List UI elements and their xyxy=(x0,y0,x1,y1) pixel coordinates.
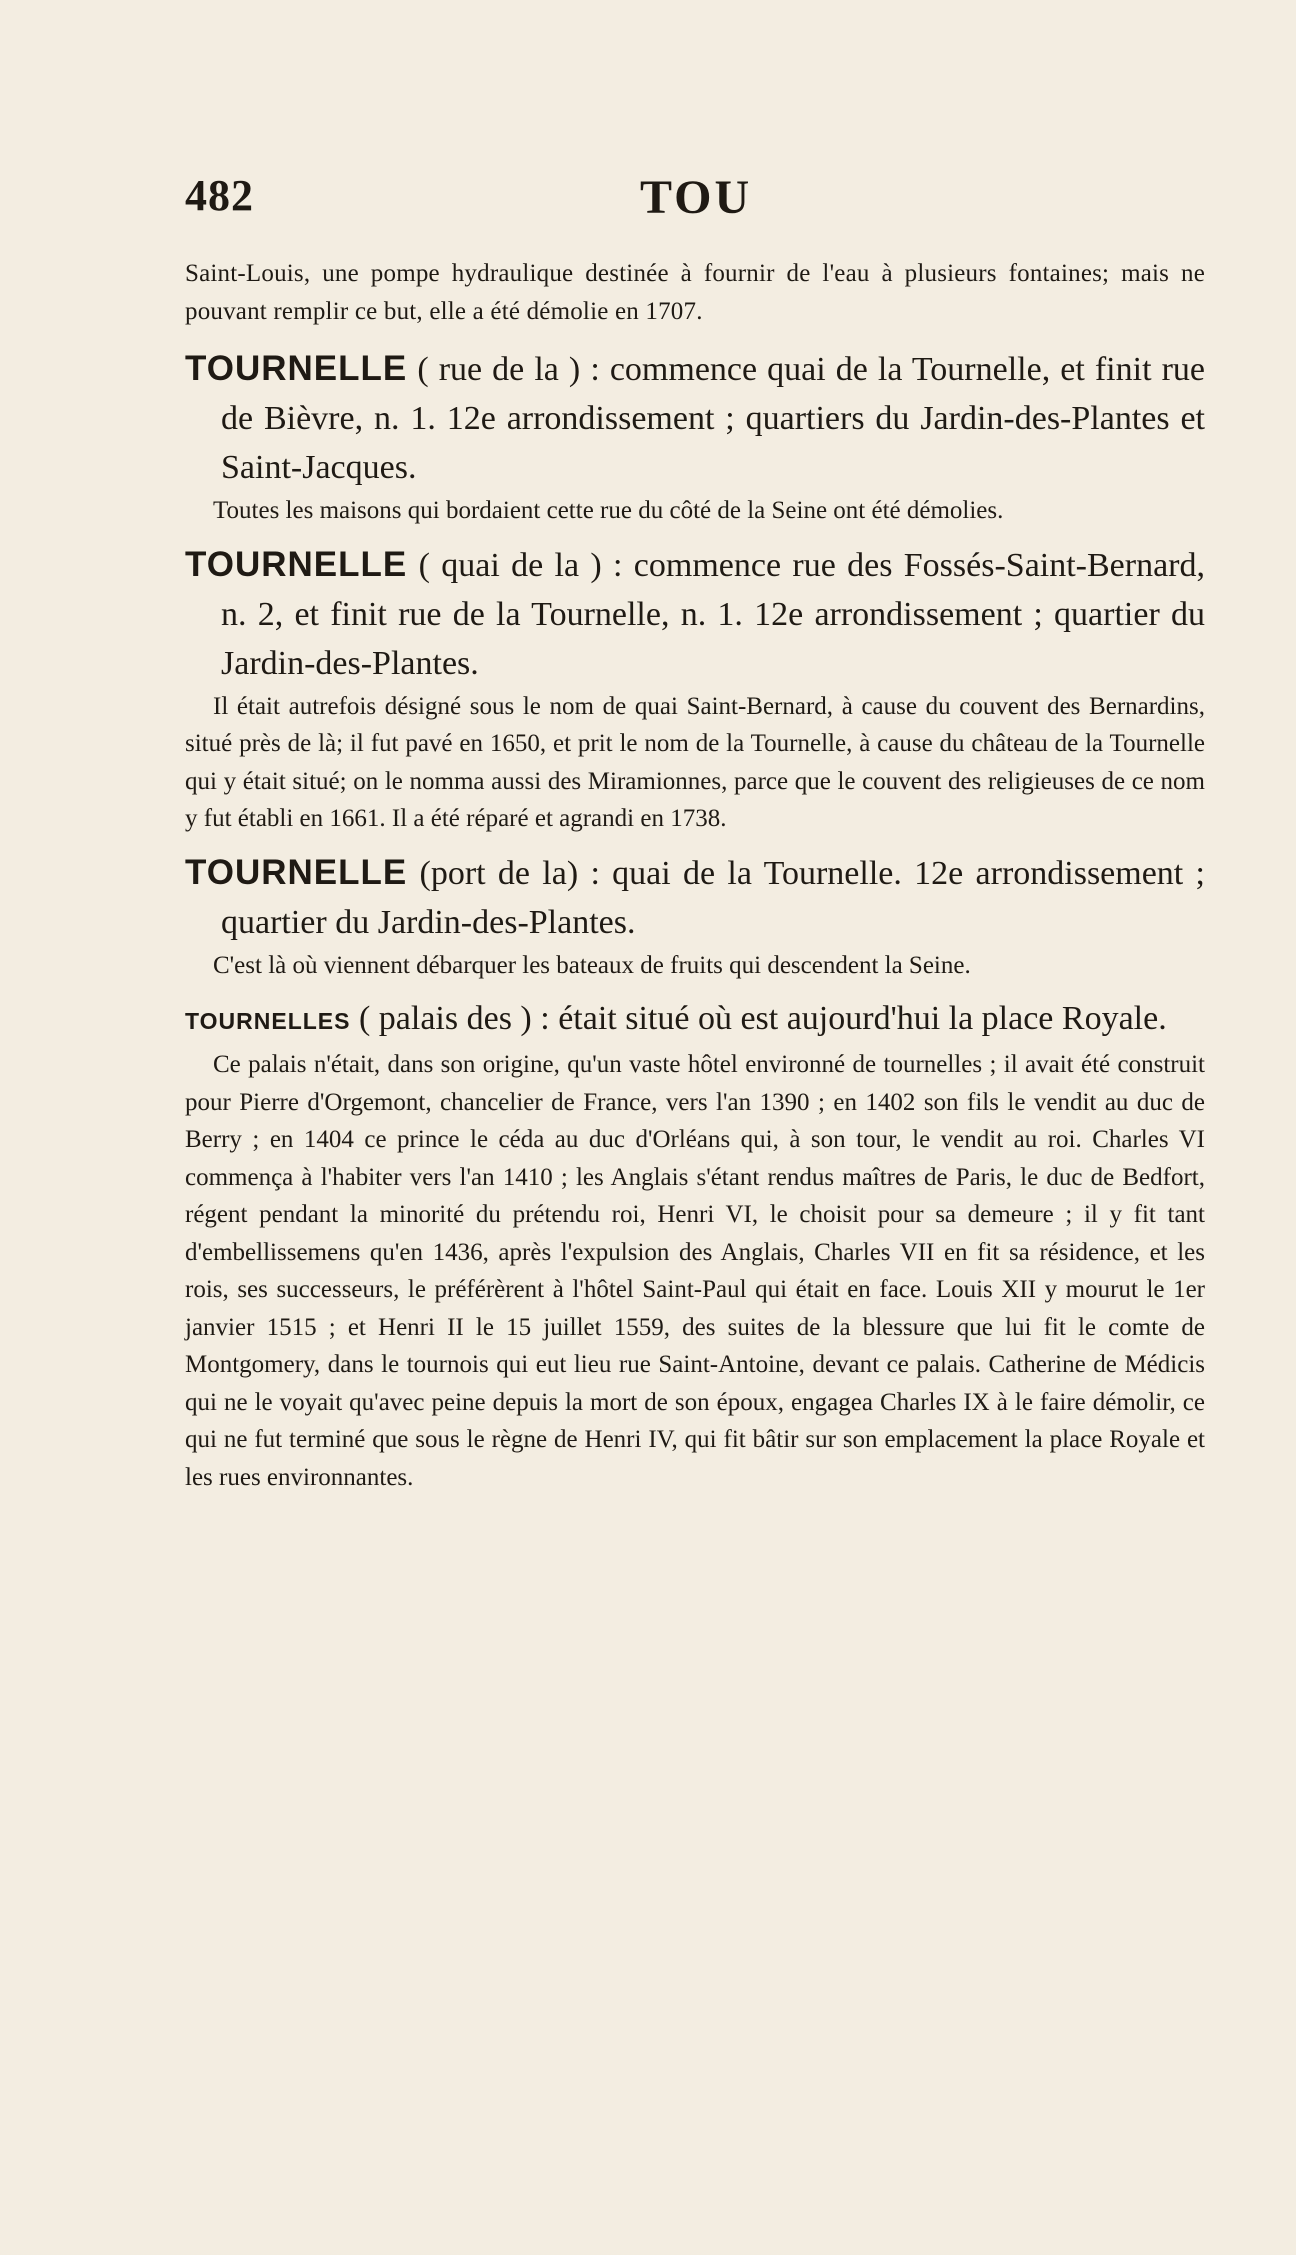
entry-quai-de-la-tournelle xyxy=(185,540,1205,688)
page-content xyxy=(185,255,1205,1496)
entry-heading: TOURNELLES xyxy=(185,1008,351,1034)
page-header xyxy=(185,170,1175,230)
entry-heading: TOURNELLE xyxy=(185,544,408,584)
entry-note: Ce palais n'était, dans son origine, qu'un vaste hôtel environné de tournelles ; il avait été construit pour Pierre d'Orgemont, chancelier de France, vers l'an 1390 ; en 1402 son fils le vendit au duc de Berry ; en 1404 ce prince le céda au duc d'Orléans qui, à son tour, le vendit au roi. Charles VI commença à l'habiter vers l'an 1410 ; les Anglais s'étant rendus maîtres de Paris, le duc de Bedfort, régent pendant la minorité du prétendu roi, Henri VI, le choisit pour sa demeure ; il y fit tant d'embellissemens qu'en 1436, après l'expulsion des Anglais, Charles VII en fit sa résidence, et les rois, ses successeurs, le préférèrent à l'hôtel Saint-Paul qui était en face. Louis XII y mourut le 1er janvier 1515 ; et Henri II le 15 juillet 1559, des suites de la blessure que lui fit le comte de Montgomery, dans le tournois qui eut lieu rue Saint-Antoine, devant ce palais. Catherine de Médicis qui ne le voyait qu'avec peine depuis la mort de son époux, engagea Charles IX à le faire démolir, ce qui ne fut terminé que sous le règne de Henri IV, qui fit bâtir sur son emplacement la place Royale et les rues environnantes. xyxy=(185,1051,1205,1491)
entry-heading: TOURNELLE xyxy=(185,349,408,388)
entry-note: Toutes les maisons qui bordaient cette rue du côté de la Seine ont été démolies. xyxy=(213,497,1004,524)
entry-text: ( palais des ) : était situé où est aujourd'hui la place Royale. xyxy=(350,1000,1167,1037)
entry-text: (port de la) : quai de la Tournelle. 12e arrondissement ; quartier du Jardin-des-Plantes. xyxy=(221,854,1205,941)
entry-heading: TOURNELLE xyxy=(185,852,408,892)
running-head: TOU xyxy=(640,171,753,224)
entry-text: ( rue de la ) : commence quai de la Tournelle, et finit rue de Bièvre, n. 1. 12e arrondissement ; quartiers du Jardin-des-Plantes et Saint-Jacques. xyxy=(221,351,1205,486)
entry-palais-des-tournelles xyxy=(185,994,1205,1046)
entry-note: Il était autrefois désigné sous le nom de quai Saint-Bernard, à cause du couvent des Bernardins, situé près de là; il fut pavé en 1650, et prit le nom de la Tournelle, à cause du château de la Tournelle qui y était situé; on le nomma aussi des Miramionnes, parce que le couvent des religieuses de ce nom y fut établi en 1661. Il a été réparé et agrandi en 1738. xyxy=(185,692,1205,832)
entry-rue-de-la-tournelle xyxy=(185,344,1205,492)
continuation-text: Saint-Louis, une pompe hydraulique destinée à fournir de l'eau à plusieurs fontaines; mais ne pouvant remplir ce but, elle a été démolie en 1707. xyxy=(185,260,1205,325)
entry-port-de-la-tournelle xyxy=(185,848,1205,947)
page-number: 482 xyxy=(185,171,254,220)
entry-text: ( quai de la ) : commence rue des Fossés-Saint-Bernard, n. 2, et finit rue de la Tournelle, n. 1. 12e arrondissement ; quartier du Jardin-des-Plantes. xyxy=(221,546,1205,682)
entry-note: C'est là où viennent débarquer les bateaux de fruits qui descendent la Seine. xyxy=(213,951,971,979)
